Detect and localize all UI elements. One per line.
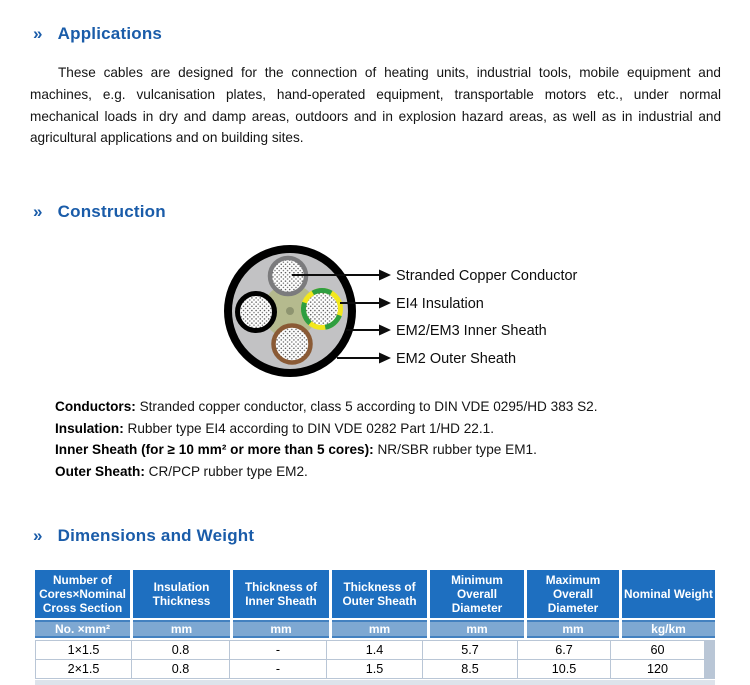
construction-note — [55, 396, 725, 418]
arrowhead-icons — [379, 270, 391, 364]
guillemet-marker-icon: » — [33, 24, 43, 43]
data-cell: 6.7 — [518, 641, 610, 659]
construction-heading — [33, 202, 166, 222]
data-cell: 5.7 — [423, 641, 517, 659]
guillemet-marker-icon: » — [33, 526, 43, 545]
data-cell: 0.8 — [132, 660, 229, 678]
diagram-label-conductor: Stranded Copper Conductor — [396, 268, 578, 284]
dimensions-heading-label: Dimensions and Weight — [57, 526, 255, 545]
header-cell: Minimum Overall Diameter — [430, 570, 524, 618]
construction-notes — [55, 396, 725, 483]
dimensions-table — [35, 570, 715, 685]
partial-next-row — [35, 680, 715, 685]
diagram-label-inner-sheath: EM2/EM3 Inner Sheath — [396, 323, 547, 339]
guillemet-marker-icon: » — [33, 202, 43, 221]
unit-cell: mm — [430, 620, 524, 638]
data-cell: 1.4 — [327, 641, 422, 659]
construction-note-text: Stranded copper conductor, class 5 according to DIN VDE 0295/HD 383 S2. — [135, 399, 598, 414]
diagram-label-outer-sheath: EM2 Outer Sheath — [396, 351, 517, 367]
unit-cell: mm — [527, 620, 619, 638]
earth-green-arc-top — [313, 291, 332, 293]
table-units-row — [35, 620, 715, 638]
header-cell: Maximum Overall Diameter — [527, 570, 619, 618]
core-bottom-conductor — [274, 326, 311, 363]
applications-heading — [33, 24, 162, 44]
unit-cell: mm — [233, 620, 329, 638]
construction-heading-label: Construction — [57, 202, 166, 221]
data-cell: 120 — [611, 660, 704, 678]
center-filler-dot — [286, 307, 294, 315]
cable-cross-section-diagram — [150, 238, 620, 385]
table-header-row — [35, 570, 715, 618]
applications-heading-label: Applications — [57, 24, 163, 43]
core-left-conductor — [238, 294, 275, 331]
data-cell: 10.5 — [518, 660, 610, 678]
header-cell: Number of Cores×Nominal Cross Section — [35, 570, 130, 618]
data-cell: 1×1.5 — [36, 641, 131, 659]
data-cell: 2×1.5 — [36, 660, 131, 678]
construction-note — [55, 418, 725, 440]
data-cell: - — [230, 641, 326, 659]
data-cell: - — [230, 660, 326, 678]
construction-note — [55, 439, 725, 461]
unit-cell: No. ×mm² — [35, 620, 130, 638]
unit-cell: mm — [332, 620, 427, 638]
header-cell: Thickness of Outer Sheath — [332, 570, 427, 618]
construction-note-text: Rubber type EI4 according to DIN VDE 0282 Part 1/HD 22.1. — [123, 420, 494, 436]
construction-note-label: Outer Sheath: — [55, 464, 145, 480]
construction-note-text: CR/PCP rubber type EM2. — [144, 464, 308, 480]
header-cell: Nominal Weight — [622, 570, 715, 618]
header-cell: Insulation Thickness — [133, 570, 230, 618]
construction-note — [55, 461, 725, 483]
construction-note-label: Inner Sheath (for ≥ 10 mm² or more than 5 cores): — [55, 442, 374, 458]
data-cell: 60 — [611, 641, 704, 659]
construction-note-text: NR/SBR rubber type EM1. — [373, 442, 537, 458]
unit-cell: mm — [133, 620, 230, 638]
dimensions-heading — [33, 526, 254, 546]
data-cell: 0.8 — [132, 641, 229, 659]
unit-cell: kg/km — [622, 620, 715, 638]
table-data-grid — [35, 640, 715, 679]
data-cell: 1.5 — [327, 660, 422, 678]
diagram-label-insulation: EI4 Insulation — [396, 296, 484, 312]
header-cell: Thickness of Inner Sheath — [233, 570, 329, 618]
applications-paragraph: These cables are designed for the connection of heating units, industrial tools, mobile equipment and machines, e.g. vulcanisation plates, hand-operated equipment, transportable motors etc., under normal mechanical loads in dry and damp areas, outdoors and in explosion hazard areas, as well as in industrial and agricultural applications and on building sites. — [30, 65, 721, 146]
data-cell: 8.5 — [423, 660, 517, 678]
construction-note-label: Conductors: — [55, 399, 136, 414]
construction-note-label: Insulation: — [55, 420, 124, 436]
